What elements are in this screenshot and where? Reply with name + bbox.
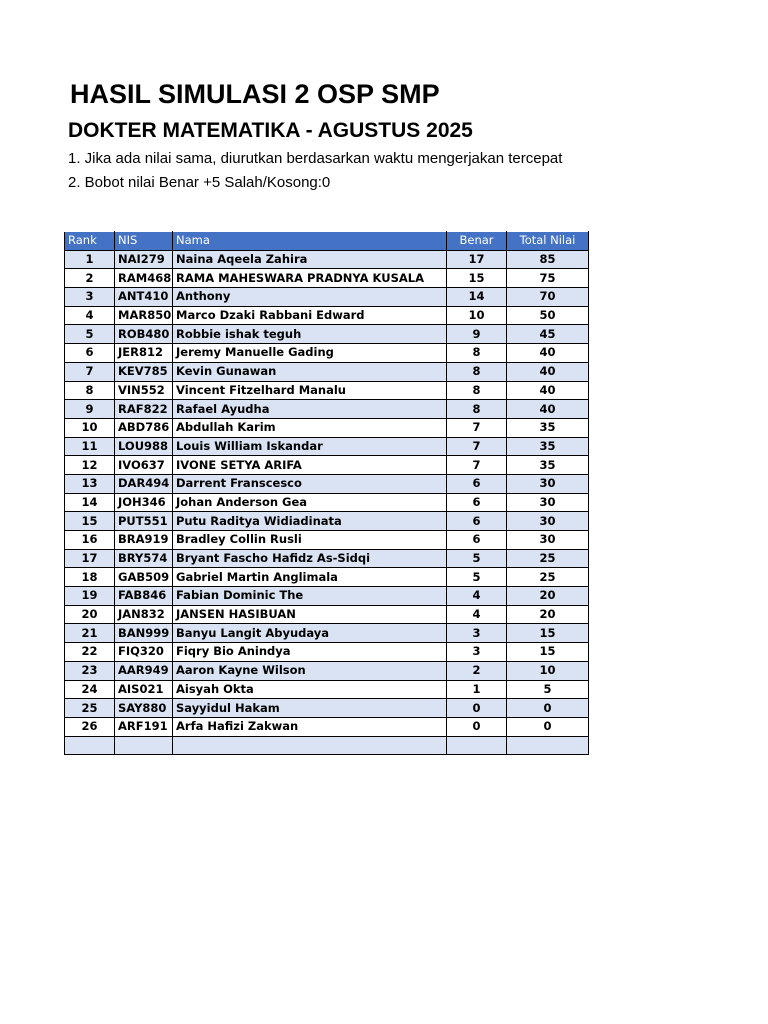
cell-total-nilai: 5 bbox=[507, 680, 589, 699]
cell-nis: AAR949 bbox=[115, 661, 173, 680]
table-row bbox=[65, 587, 589, 606]
cell-nis: PUT551 bbox=[115, 512, 173, 531]
cell-total-nilai: 70 bbox=[507, 288, 589, 307]
page-title: HASIL SIMULASI 2 OSP SMP bbox=[70, 79, 440, 109]
cell-total-nilai: 40 bbox=[507, 400, 589, 419]
page-subtitle: DOKTER MATEMATIKA - AGUSTUS 2025 bbox=[68, 119, 473, 142]
cell-total-nilai bbox=[507, 736, 589, 755]
table-row bbox=[65, 624, 589, 643]
cell-benar: 15 bbox=[447, 269, 507, 288]
cell-nis: ANT410 bbox=[115, 288, 173, 307]
cell-benar: 1 bbox=[447, 680, 507, 699]
table-row bbox=[65, 362, 589, 381]
cell-total-nilai: 30 bbox=[507, 531, 589, 550]
cell-nama: Bradley Collin Rusli bbox=[173, 531, 447, 550]
cell-nama: IVONE SETYA ARIFA bbox=[173, 456, 447, 475]
cell-rank: 25 bbox=[65, 699, 115, 718]
cell-nama: Louis William Iskandar bbox=[173, 437, 447, 456]
cell-rank: 4 bbox=[65, 306, 115, 325]
cell-total-nilai: 40 bbox=[507, 381, 589, 400]
cell-nama: Sayyidul Hakam bbox=[173, 699, 447, 718]
cell-nis: GAB509 bbox=[115, 568, 173, 587]
cell-total-nilai: 30 bbox=[507, 512, 589, 531]
cell-total-nilai: 40 bbox=[507, 344, 589, 363]
cell-rank: 6 bbox=[65, 344, 115, 363]
cell-benar: 6 bbox=[447, 512, 507, 531]
cell-nama: Abdullah Karim bbox=[173, 418, 447, 437]
cell-nis: ABD786 bbox=[115, 418, 173, 437]
table-row bbox=[65, 531, 589, 550]
cell-rank: 21 bbox=[65, 624, 115, 643]
cell-benar: 3 bbox=[447, 643, 507, 662]
table-row bbox=[65, 736, 589, 755]
cell-total-nilai: 35 bbox=[507, 437, 589, 456]
cell-rank: 24 bbox=[65, 680, 115, 699]
table-row bbox=[65, 400, 589, 419]
cell-benar: 8 bbox=[447, 344, 507, 363]
cell-benar: 7 bbox=[447, 418, 507, 437]
table-row bbox=[65, 250, 589, 269]
cell-nis: FIQ320 bbox=[115, 643, 173, 662]
cell-nama: Fiqry Bio Anindya bbox=[173, 643, 447, 662]
cell-total-nilai: 40 bbox=[507, 362, 589, 381]
cell-nis: IVO637 bbox=[115, 456, 173, 475]
table-row bbox=[65, 680, 589, 699]
cell-benar: 6 bbox=[447, 493, 507, 512]
table-row bbox=[65, 474, 589, 493]
cell-nama: Putu Raditya Widiadinata bbox=[173, 512, 447, 531]
cell-benar: 10 bbox=[447, 306, 507, 325]
cell-nis: RAM468 bbox=[115, 269, 173, 288]
cell-rank: 13 bbox=[65, 474, 115, 493]
note-tie-rule: 1. Jika ada nilai sama, diurutkan berdasarkan waktu mengerjakan tercepat bbox=[68, 150, 563, 167]
cell-nama: Marco Dzaki Rabbani Edward bbox=[173, 306, 447, 325]
cell-rank: 15 bbox=[65, 512, 115, 531]
cell-benar: 3 bbox=[447, 624, 507, 643]
cell-nis: ARF191 bbox=[115, 717, 173, 736]
table-row bbox=[65, 437, 589, 456]
cell-rank: 11 bbox=[65, 437, 115, 456]
cell-rank: 22 bbox=[65, 643, 115, 662]
table-row bbox=[65, 306, 589, 325]
cell-nis: LOU988 bbox=[115, 437, 173, 456]
note-scoring-rule: 2. Bobot nilai Benar +5 Salah/Kosong:0 bbox=[68, 174, 331, 191]
cell-nama: Aaron Kayne Wilson bbox=[173, 661, 447, 680]
cell-rank: 18 bbox=[65, 568, 115, 587]
cell-nama: Anthony bbox=[173, 288, 447, 307]
table-body bbox=[65, 250, 589, 755]
cell-nama: JANSEN HASIBUAN bbox=[173, 605, 447, 624]
cell-nis bbox=[115, 736, 173, 755]
cell-benar: 17 bbox=[447, 250, 507, 269]
cell-total-nilai: 0 bbox=[507, 717, 589, 736]
cell-nama: RAMA MAHESWARA PRADNYA KUSALA bbox=[173, 269, 447, 288]
cell-nis: AIS021 bbox=[115, 680, 173, 699]
cell-rank: 20 bbox=[65, 605, 115, 624]
cell-nis: BAN999 bbox=[115, 624, 173, 643]
cell-nis: JAN832 bbox=[115, 605, 173, 624]
table-row bbox=[65, 643, 589, 662]
cell-nis: FAB846 bbox=[115, 587, 173, 606]
table-row bbox=[65, 512, 589, 531]
cell-nama: Robbie ishak teguh bbox=[173, 325, 447, 344]
cell-total-nilai: 50 bbox=[507, 306, 589, 325]
column-header-total-nilai: Total Nilai bbox=[507, 232, 589, 251]
cell-nama: Jeremy Manuelle Gading bbox=[173, 344, 447, 363]
cell-nis: ROB480 bbox=[115, 325, 173, 344]
table-row bbox=[65, 717, 589, 736]
column-header-rank: Rank bbox=[65, 232, 115, 251]
table-row bbox=[65, 605, 589, 624]
table-row bbox=[65, 381, 589, 400]
table-row bbox=[65, 269, 589, 288]
table-row bbox=[65, 456, 589, 475]
cell-benar bbox=[447, 736, 507, 755]
cell-nama: Gabriel Martin Anglimala bbox=[173, 568, 447, 587]
cell-total-nilai: 0 bbox=[507, 699, 589, 718]
cell-total-nilai: 85 bbox=[507, 250, 589, 269]
cell-benar: 2 bbox=[447, 661, 507, 680]
cell-nama bbox=[173, 736, 447, 755]
cell-nama: Fabian Dominic The bbox=[173, 587, 447, 606]
cell-total-nilai: 20 bbox=[507, 605, 589, 624]
column-header-nama: Nama bbox=[173, 232, 447, 251]
cell-benar: 14 bbox=[447, 288, 507, 307]
cell-rank: 14 bbox=[65, 493, 115, 512]
cell-nama: Vincent Fitzelhard Manalu bbox=[173, 381, 447, 400]
cell-rank: 7 bbox=[65, 362, 115, 381]
cell-nis: SAY880 bbox=[115, 699, 173, 718]
cell-benar: 8 bbox=[447, 400, 507, 419]
table-row bbox=[65, 549, 589, 568]
cell-nis: NAI279 bbox=[115, 250, 173, 269]
cell-total-nilai: 25 bbox=[507, 549, 589, 568]
cell-total-nilai: 30 bbox=[507, 474, 589, 493]
cell-nis: MAR850 bbox=[115, 306, 173, 325]
cell-nama: Arfa Hafizi Zakwan bbox=[173, 717, 447, 736]
column-header-nis: NIS bbox=[115, 232, 173, 251]
cell-rank: 12 bbox=[65, 456, 115, 475]
cell-benar: 9 bbox=[447, 325, 507, 344]
cell-nis: JOH346 bbox=[115, 493, 173, 512]
cell-nis: RAF822 bbox=[115, 400, 173, 419]
cell-nis: VIN552 bbox=[115, 381, 173, 400]
cell-benar: 7 bbox=[447, 437, 507, 456]
cell-nama: Aisyah Okta bbox=[173, 680, 447, 699]
table-row bbox=[65, 699, 589, 718]
cell-nis: JER812 bbox=[115, 344, 173, 363]
table-row bbox=[65, 418, 589, 437]
cell-rank: 1 bbox=[65, 250, 115, 269]
ranking-table bbox=[64, 231, 589, 755]
cell-benar: 4 bbox=[447, 605, 507, 624]
cell-nama: Johan Anderson Gea bbox=[173, 493, 447, 512]
cell-total-nilai: 30 bbox=[507, 493, 589, 512]
table-row bbox=[65, 568, 589, 587]
cell-benar: 5 bbox=[447, 549, 507, 568]
cell-nis: BRY574 bbox=[115, 549, 173, 568]
cell-benar: 0 bbox=[447, 717, 507, 736]
cell-nama: Banyu Langit Abyudaya bbox=[173, 624, 447, 643]
cell-nis: BRA919 bbox=[115, 531, 173, 550]
table-row bbox=[65, 344, 589, 363]
table-row bbox=[65, 661, 589, 680]
cell-total-nilai: 25 bbox=[507, 568, 589, 587]
cell-benar: 8 bbox=[447, 362, 507, 381]
cell-nama: Rafael Ayudha bbox=[173, 400, 447, 419]
cell-total-nilai: 45 bbox=[507, 325, 589, 344]
cell-total-nilai: 10 bbox=[507, 661, 589, 680]
cell-total-nilai: 35 bbox=[507, 418, 589, 437]
cell-benar: 5 bbox=[447, 568, 507, 587]
cell-nama: Darrent Franscesco bbox=[173, 474, 447, 493]
cell-benar: 8 bbox=[447, 381, 507, 400]
cell-total-nilai: 75 bbox=[507, 269, 589, 288]
table-row bbox=[65, 493, 589, 512]
cell-rank: 16 bbox=[65, 531, 115, 550]
cell-rank: 9 bbox=[65, 400, 115, 419]
cell-rank: 23 bbox=[65, 661, 115, 680]
cell-nama: Bryant Fascho Hafidz As-Sidqi bbox=[173, 549, 447, 568]
cell-benar: 7 bbox=[447, 456, 507, 475]
column-header-benar: Benar bbox=[447, 232, 507, 251]
cell-rank: 17 bbox=[65, 549, 115, 568]
table-row bbox=[65, 325, 589, 344]
cell-nama: Kevin Gunawan bbox=[173, 362, 447, 381]
cell-rank: 3 bbox=[65, 288, 115, 307]
cell-benar: 4 bbox=[447, 587, 507, 606]
cell-rank: 8 bbox=[65, 381, 115, 400]
cell-total-nilai: 15 bbox=[507, 624, 589, 643]
table-header-row bbox=[65, 232, 589, 251]
cell-rank: 19 bbox=[65, 587, 115, 606]
cell-nis: KEV785 bbox=[115, 362, 173, 381]
cell-rank: 10 bbox=[65, 418, 115, 437]
cell-benar: 0 bbox=[447, 699, 507, 718]
cell-nama: Naina Aqeela Zahira bbox=[173, 250, 447, 269]
cell-rank: 5 bbox=[65, 325, 115, 344]
cell-benar: 6 bbox=[447, 474, 507, 493]
table-row bbox=[65, 288, 589, 307]
cell-total-nilai: 20 bbox=[507, 587, 589, 606]
cell-rank: 2 bbox=[65, 269, 115, 288]
cell-rank bbox=[65, 736, 115, 755]
cell-total-nilai: 15 bbox=[507, 643, 589, 662]
cell-nis: DAR494 bbox=[115, 474, 173, 493]
cell-benar: 6 bbox=[447, 531, 507, 550]
cell-total-nilai: 35 bbox=[507, 456, 589, 475]
cell-rank: 26 bbox=[65, 717, 115, 736]
